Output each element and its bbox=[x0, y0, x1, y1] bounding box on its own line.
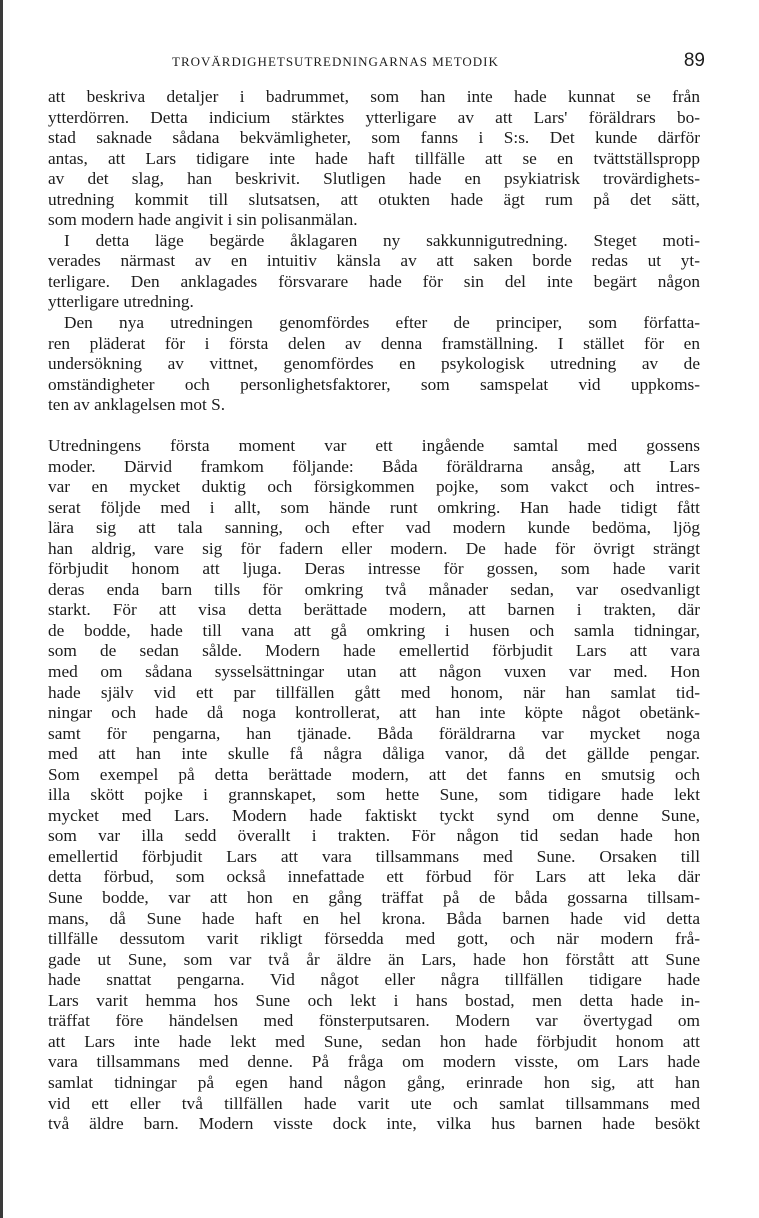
text-line: ren pläderat för i första delen av denna framställning. I stället för en bbox=[48, 333, 700, 353]
text-line: mans, då Sune hade haft en hel krona. Båda barnen hade vid detta bbox=[48, 908, 700, 928]
text-line: vara tillsammans med denne. På fråga om modern visste, om Lars hade bbox=[48, 1052, 700, 1072]
text-line: tillfälle dessutom varit rikligt försedda med gott, och när modern frå- bbox=[48, 929, 700, 949]
text-line: starkt. För att visa detta berättade modern, att barnen i trakten, där bbox=[48, 600, 700, 620]
paragraph bbox=[48, 231, 700, 313]
text-line: träffat före händelsen med fönsterputsaren. Modern var övertygad om bbox=[48, 1011, 700, 1031]
text-line: terligare. Den anklagades försvarare hade för sin del inte begärt någon bbox=[48, 271, 700, 291]
text-line: moder. Därvid framkom följande: Båda föräldrarna ansåg, att Lars bbox=[48, 456, 700, 476]
text-line: som de sedan sålde. Modern hade emellertid förbjudit Lars att vara bbox=[48, 641, 700, 661]
text-line: omständigheter och personlighetsfaktorer, som samspelat vid uppkoms- bbox=[48, 374, 700, 394]
text-line: att Lars inte hade lekt med Sune, sedan hon hade förbjudit honom att bbox=[48, 1031, 700, 1051]
text-line: Utredningens första moment var ett ingående samtal med gossens bbox=[48, 436, 700, 455]
text-line: med att han inte skulle få några dåliga vanor, då det gällde pengar. bbox=[48, 744, 700, 764]
running-title: TROVÄRDIGHETSUTREDNINGARNAS METODIK bbox=[172, 54, 499, 69]
text-line: ytterdörren. Detta indicium stärktes ytterligare av att Lars' föräldrars bo- bbox=[48, 107, 700, 127]
text-line: detta förbud, som också innefattade ett förbud för Lars att leka där bbox=[48, 867, 700, 887]
section-1-text bbox=[48, 87, 700, 416]
text-line: verades närmast av en intuitiv känsla av att saken borde redas ut yt- bbox=[48, 251, 700, 271]
text-line: vid ett eller två tillfällen hade varit ute och samlat tillsammans med bbox=[48, 1093, 700, 1113]
text-line: Som exempel på detta berättade modern, att det fanns en smutsig och bbox=[48, 764, 700, 784]
text-line: hade snattat pengarna. Vid något eller några tillfällen tidigare hade bbox=[48, 970, 700, 990]
text-line: ningar och hade då noga kontrollerat, att han inte köpte något obetänk- bbox=[48, 703, 700, 723]
text-line: som var illa sedd överallt i trakten. För någon tid sedan hade hon bbox=[48, 826, 700, 846]
text-line: de bodde, hade till vana att gå omkring i husen och samla tidningar, bbox=[48, 620, 700, 640]
text-line: mycket med Lars. Modern hade faktiskt tyckt synd om denne Sune, bbox=[48, 805, 700, 825]
text-line: var en mycket duktig och försigkommen pojke, som vakct och intres- bbox=[48, 477, 700, 497]
paragraph bbox=[48, 436, 700, 1135]
page-header bbox=[50, 50, 705, 74]
text-line: antas, att Lars tidigare inte hade haft tillfälle att se en tvättställspropp bbox=[48, 148, 700, 168]
text-line: ten av anklagelsen mot S. bbox=[48, 395, 226, 415]
text-line: han aldrig, vare sig för fadern eller modern. De hade för övrigt strängt bbox=[48, 538, 700, 558]
text-line: hade själv vid ett par tillfällen gått med honom, när han samlat tid- bbox=[48, 682, 700, 702]
text-line: deras enda barn tills för omkring två månader sedan, var osedvanligt bbox=[48, 579, 700, 599]
text-line: av det slag, han beskrivit. Slutligen hade en psykiatrisk trovärdighets- bbox=[48, 169, 700, 189]
text-line: två äldre barn. Modern visste dock inte, vilka hus barnen hade besökt bbox=[48, 1114, 700, 1134]
text-line: undersökning av vittnet, genomfördes en psykologisk utredning av de bbox=[48, 354, 700, 374]
text-line: att beskriva detaljer i badrummet, som han inte hade kunnat se från bbox=[48, 87, 700, 106]
paragraph bbox=[48, 313, 700, 416]
text-line: lära sig att tala sanning, och efter vad modern kunde bedöma, ljög bbox=[48, 518, 700, 538]
text-line: illa skött pojke i grannskapet, som hette Sune, som tidigare hade lekt bbox=[48, 785, 700, 805]
text-line: som modern hade angivit i sin polisanmälan. bbox=[48, 210, 358, 230]
text-line: samlat tidningar på egen hand någon gång, erinrade hon sig, att han bbox=[48, 1072, 700, 1092]
text-line: utredning kommit till slutsatsen, att otukten hade ägt rum på det sätt, bbox=[48, 189, 700, 209]
text-line: Lars varit hemma hos Sune och lekt i hans bostad, men detta hade in- bbox=[48, 990, 700, 1010]
text-line: med om sådana sysselsättningar utan att någon vuxen var med. Hon bbox=[48, 662, 700, 682]
text-line: gade ut Sune, som var två år äldre än Lars, hade hon förstått att Sune bbox=[48, 949, 700, 969]
text-line: samt för pengarna, han tjänade. Båda föräldrarna var mycket noga bbox=[48, 723, 700, 743]
text-line: serat följde med i allt, som hände runt omkring. Han hade tidigt fått bbox=[48, 497, 700, 517]
page-number: 89 bbox=[683, 50, 705, 71]
text-line: I detta läge begärde åklagaren ny sakkunnigutredning. Steget moti- bbox=[64, 230, 700, 250]
text-line: stad saknade sådana bekvämligheter, som fanns i S:s. Det kunde därför bbox=[48, 128, 700, 148]
section-2-text bbox=[48, 436, 700, 1135]
text-line: ytterligare utredning. bbox=[48, 292, 194, 312]
text-line: Sune bodde, var att hon en gång träffat på de båda gossarna tillsam- bbox=[48, 888, 700, 908]
page-edge-shadow bbox=[0, 0, 3, 1218]
text-line: Den nya utredningen genomfördes efter de principer, som författa- bbox=[64, 313, 700, 333]
text-line: förbjudit honom att ljuga. Deras intresse för gossen, som hade varit bbox=[48, 559, 700, 579]
text-line: emellertid förbjudit Lars att vara tillsammans med Sune. Orsaken till bbox=[48, 846, 700, 866]
paragraph bbox=[48, 87, 700, 231]
